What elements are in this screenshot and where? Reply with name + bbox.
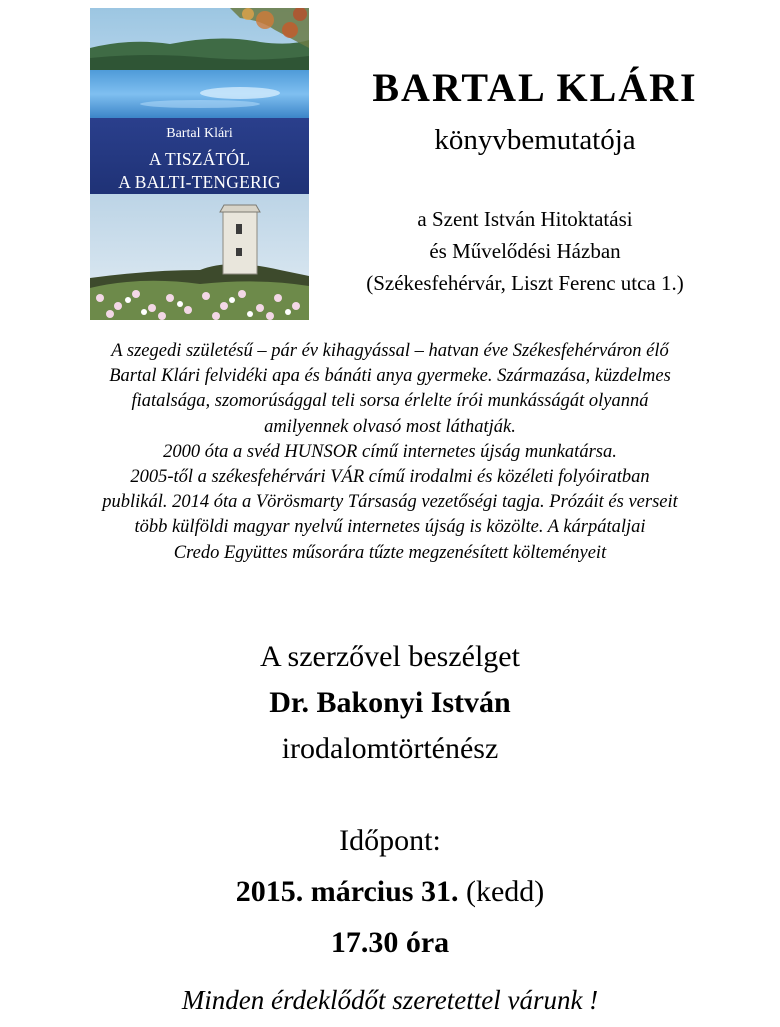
datetime-label: Időpont:: [339, 824, 441, 857]
cover-title: [90, 148, 309, 194]
bio-line: A szegedi születésű – pár év kihagyással – hatvan éve Székesfehérváron élő: [111, 341, 669, 361]
author-bio: [10, 339, 770, 566]
bio-line: 2005-től a székesfehérvári VÁR című irodalmi és közéleti folyóiratban: [130, 467, 650, 488]
cover-title-line: A BALTI-TENGERIG: [118, 172, 281, 192]
bio-line: Credo Együttes műsorára tűzte megzenésített költeményeit: [173, 542, 607, 563]
bio-line: több külföldi magyar nyelvű internetes újság is közölte. A kárpátaljai: [134, 517, 646, 538]
event-weekday: (kedd): [458, 875, 545, 908]
venue-block: [310, 203, 740, 299]
bio-line: publikál. 2014 óta a Vörösmarty Társaság vezetőségi tagja. Prózáit és verseit: [102, 492, 678, 513]
event-date: 2015. március 31.: [235, 875, 459, 908]
bio-line: 2000 óta a svéd HUNSOR című internetes újság munkatársa.: [163, 441, 617, 462]
cover-author: Bartal Klári: [166, 126, 233, 141]
venue-address: (Székesfehérvár, Liszt Ferenc utca 1.): [366, 271, 684, 295]
event-subtitle: könyvbemutatója: [434, 124, 636, 156]
event-datetime: [0, 815, 780, 968]
author-name: BARTAL KLÁRI: [372, 65, 698, 110]
venue-line: a Szent István Hitoktatási: [417, 207, 633, 231]
bio-line: amilyennek olvasó most láthatják.: [264, 416, 516, 437]
moderator-name: Dr. Bakonyi István: [269, 686, 511, 719]
cover-title-line: A TISZÁTÓL: [148, 149, 251, 169]
moderator-block: [0, 634, 780, 772]
bio-line: Bartal Klári felvidéki apa és bánáti anya gyermeke. Származása, küzdelmes: [109, 366, 671, 387]
venue-line: és Művelődési Házban: [429, 239, 621, 263]
moderator-title: irodalomtörténész: [281, 732, 499, 765]
book-cover: [90, 8, 309, 320]
event-time: 17.30 óra: [330, 926, 450, 959]
bio-line: fiatalsága, szomorúsággal teli sorsa érlelte írói munkásságát olyanná: [131, 391, 649, 412]
event-date-line: [0, 866, 780, 917]
moderator-intro: A szerzővel beszélget: [260, 640, 520, 673]
closing-invitation: Minden érdeklődőt szeretettel várunk !: [181, 985, 599, 1015]
